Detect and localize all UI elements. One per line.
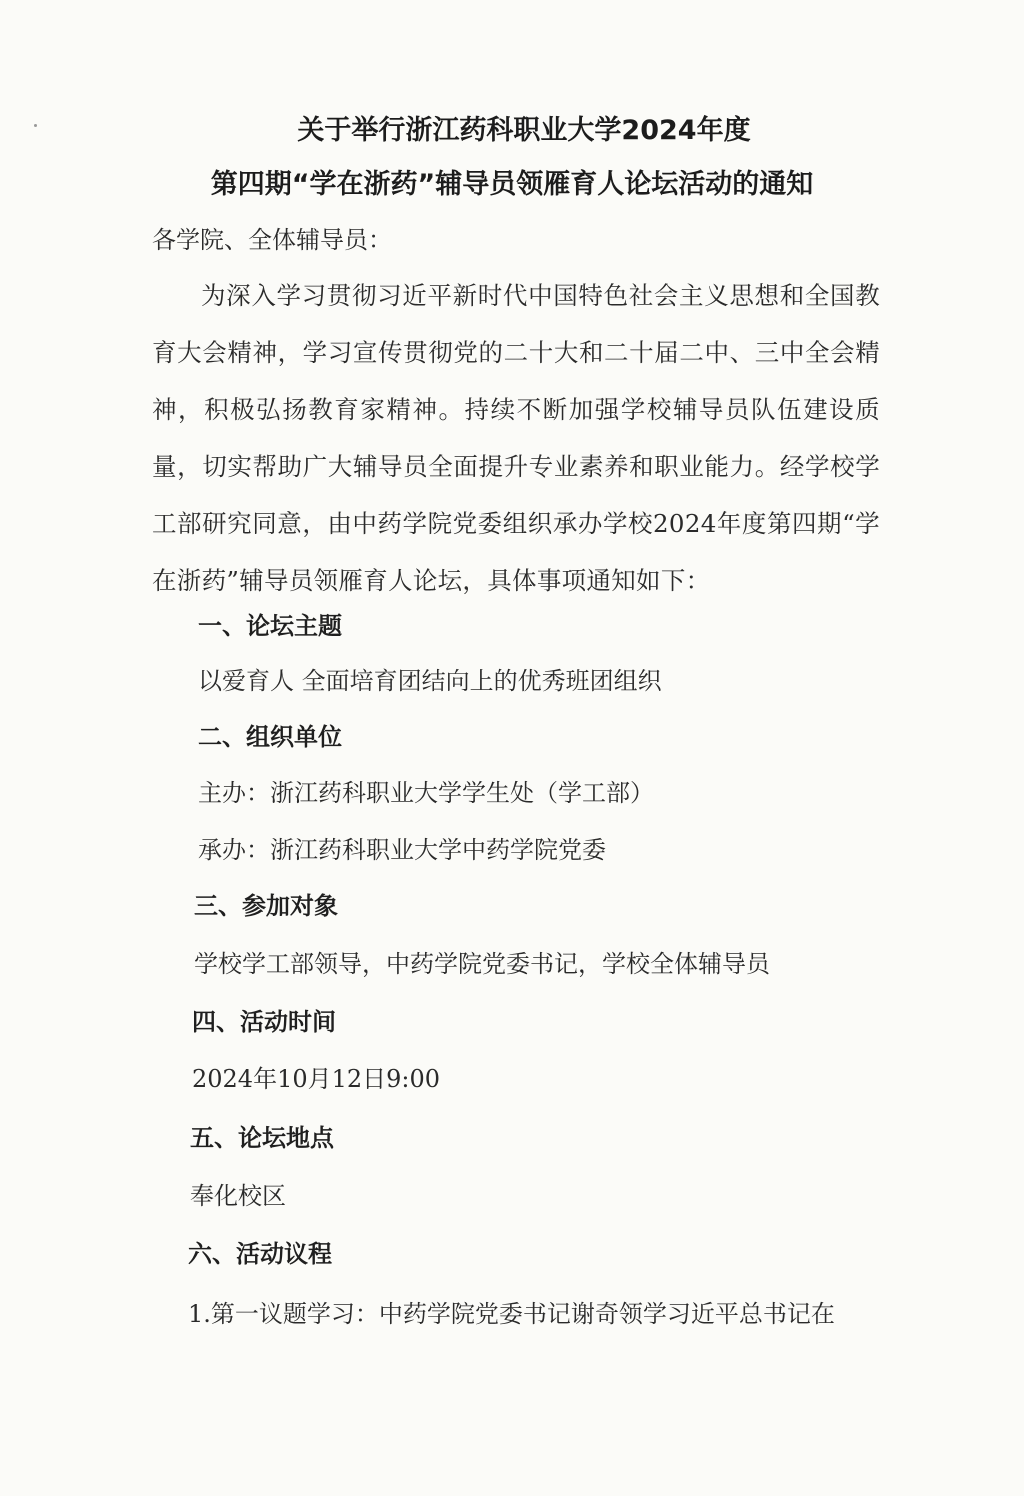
section-2-organizer: 主办：浙江药科职业大学学生处（学工部） — [198, 779, 654, 807]
section-3-heading: 三、参加对象 — [194, 892, 338, 920]
intro-paragraph: 为深入学习贯彻习近平新时代中国特色社会主义思想和全国教育大会精神，学习宣传贯彻党的二十大和二十届二中、三中全会精神，积极弘扬教育家精神。持续不断加强学校辅导员队伍建设质量，切实帮助广大辅导员全面提升专业素养和职业能力。经学校学工部研究同意，由中药学院党委组织承办学校2024年度第四期“学在浙药”辅导员领雁育人论坛，具体事项通知如下： — [152, 281, 880, 595]
section-6-heading: 六、活动议程 — [188, 1240, 332, 1268]
notice-title-line-2: 第四期“学在浙药”辅导员领雁育人论坛活动的通知 — [210, 169, 814, 200]
section-6-text: 1.第一议题学习：中药学院党委书记谢奇领学习近平总书记在 — [188, 1300, 835, 1328]
section-1-heading: 一、论坛主题 — [198, 612, 342, 640]
notice-title-line-1: 关于举行浙江药科职业大学2024年度 — [297, 115, 751, 146]
section-2-host: 承办：浙江药科职业大学中药学院党委 — [198, 836, 606, 864]
section-4-heading: 四、活动时间 — [192, 1008, 336, 1036]
salutation: 各学院、全体辅导员： — [152, 226, 392, 254]
section-4-text: 2024年10月12日9:00 — [192, 1065, 441, 1093]
section-5-heading: 五、论坛地点 — [190, 1124, 334, 1152]
section-2-heading: 二、组织单位 — [198, 723, 342, 751]
section-5-text: 奉化校区 — [190, 1182, 286, 1210]
section-1-text: 以爱育人 全面培育团结向上的优秀班团组织 — [198, 667, 662, 695]
section-3-text: 学校学工部领导，中药学院党委书记，学校全体辅导员 — [194, 950, 770, 978]
